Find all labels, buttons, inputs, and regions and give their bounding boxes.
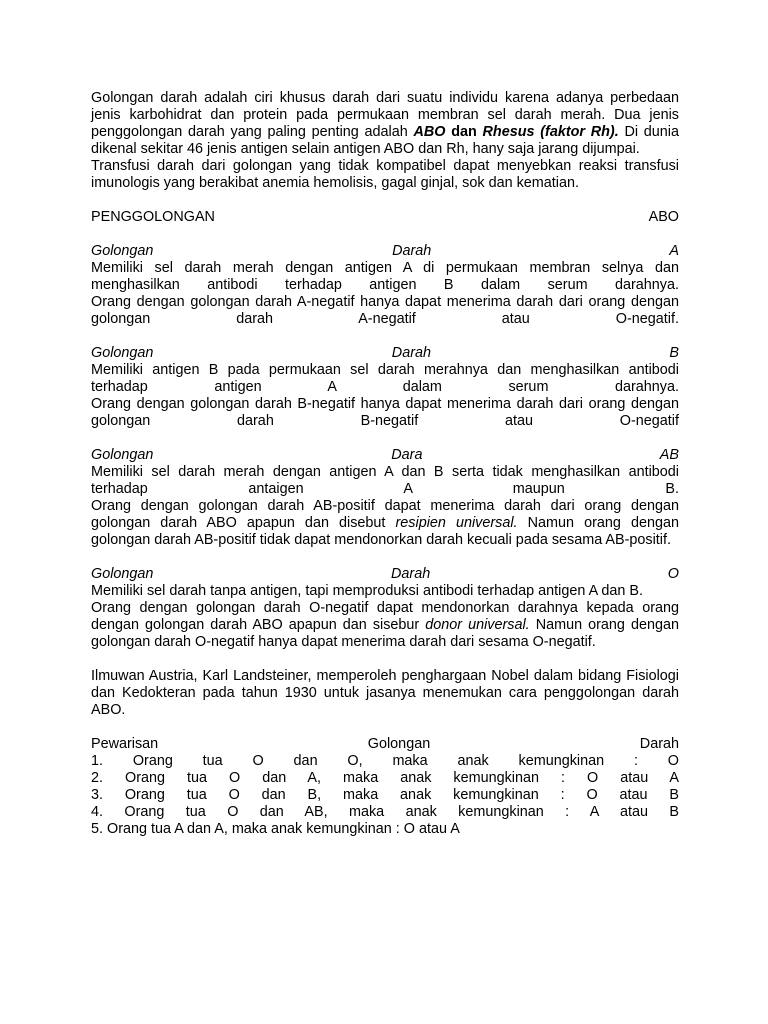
landsteiner-paragraph: Ilmuwan Austria, Karl Landsteiner, memperoleh penghargaan Nobel dalam bidang Fisiologi dan Kedokteran pada tahun 1930 untuk jasanya menemukan cara penggolongan darah ABO. bbox=[91, 668, 679, 718]
group-ab-text: Orang dengan golongan darah AB-positif dapat menerima darah dari orang dengan golongan darah ABO apapun dan disebut bbox=[91, 498, 679, 531]
group-b-description: Memiliki antigen B pada permukaan sel darah merahnya dan menghasilkan antibodi terhadap antigen A dalam serum darahnya. bbox=[91, 362, 679, 395]
group-ab-heading: Golongan Dara AB bbox=[91, 447, 679, 463]
transfusion-paragraph: Transfusi darah dari golongan yang tidak kompatibel dapat menyebkan reaksi transfusi imunologis yang berakibat anemia hemolisis, gagal ginjal, sok dan kematian. bbox=[91, 158, 679, 191]
inheritance-item: 4. Orang tua O dan AB, maka anak kemungkinan : A atau B bbox=[91, 804, 679, 820]
section-heading: PENGGOLONGAN ABO bbox=[91, 209, 679, 225]
dan-word: dan bbox=[445, 124, 483, 140]
group-o-description: Memiliki sel darah tanpa antigen, tapi memproduksi antibodi terhadap antigen A dan B. bbox=[91, 583, 643, 599]
group-b-heading: Golongan Darah B bbox=[91, 345, 679, 361]
group-o-text: Orang dengan golongan darah O-negatif dapat mendonorkan darahnya kepada orang dengan golongan darah ABO apapun dan sisebur bbox=[91, 600, 679, 633]
donor-universal-term: donor universal. bbox=[425, 617, 530, 633]
inheritance-item: 2. Orang tua O dan A, maka anak kemungkinan : O atau A bbox=[91, 770, 679, 786]
group-ab-text-end: Namun orang dengan golongan darah AB-positif tidak dapat mendonorkan darah kecuali pada sesama AB-positif. bbox=[91, 515, 679, 548]
group-b-transfusion: Orang dengan golongan darah B-negatif hanya dapat menerima darah dari orang dengan golongan darah B-negatif atau O-negatif bbox=[91, 396, 679, 429]
group-ab-description: Memiliki sel darah merah dengan antigen A dan B serta tidak menghasilkan antibodi terhadap antaigen A maupun B. bbox=[91, 464, 679, 497]
intro-text: Golongan darah adalah ciri khusus darah dari suatu individu karena adanya perbedaan jenis karbohidrat dan protein pada permukaan membran sel darah merah. Dua jenis penggolongan darah yang paling penting adalah bbox=[91, 90, 679, 140]
group-ab-transfusion bbox=[91, 498, 679, 549]
group-o-text-end: Namun orang dengan golongan darah O-negatif hanya dapat menerima darah dari sesama O-negatif. bbox=[91, 617, 679, 650]
intro-paragraph bbox=[91, 90, 679, 158]
inheritance-item: 5. Orang tua A dan A, maka anak kemungkinan : O atau A bbox=[91, 821, 460, 837]
group-a-transfusion: Orang dengan golongan darah A-negatif hanya dapat menerima darah dari orang dengan golongan darah A-negatif atau O-negatif. bbox=[91, 294, 679, 327]
inheritance-heading: Pewarisan Golongan Darah bbox=[91, 736, 679, 752]
group-a-heading: Golongan Darah A bbox=[91, 243, 679, 259]
abo-term: ABO bbox=[413, 124, 446, 140]
resipien-universal-term: resipien universal. bbox=[395, 515, 518, 531]
inheritance-item: 1. Orang tua O dan O, maka anak kemungkinan : O bbox=[91, 753, 679, 769]
document-page bbox=[91, 90, 679, 838]
group-a-description: Memiliki sel darah merah dengan antigen A di permukaan membran selnya dan menghasilkan antibodi terhadap antigen B dalam serum darahnya. bbox=[91, 260, 679, 293]
group-o-transfusion bbox=[91, 600, 679, 651]
intro-text-end: Di dunia dikenal sekitar 46 jenis antigen selain antigen ABO dan Rh, hany saja jarang dijumpai. bbox=[91, 124, 679, 157]
group-o-heading: Golongan Darah O bbox=[91, 566, 679, 582]
rhesus-term: Rhesus (faktor Rh). bbox=[482, 124, 619, 140]
inheritance-item: 3. Orang tua O dan B, maka anak kemungkinan : O atau B bbox=[91, 787, 679, 803]
